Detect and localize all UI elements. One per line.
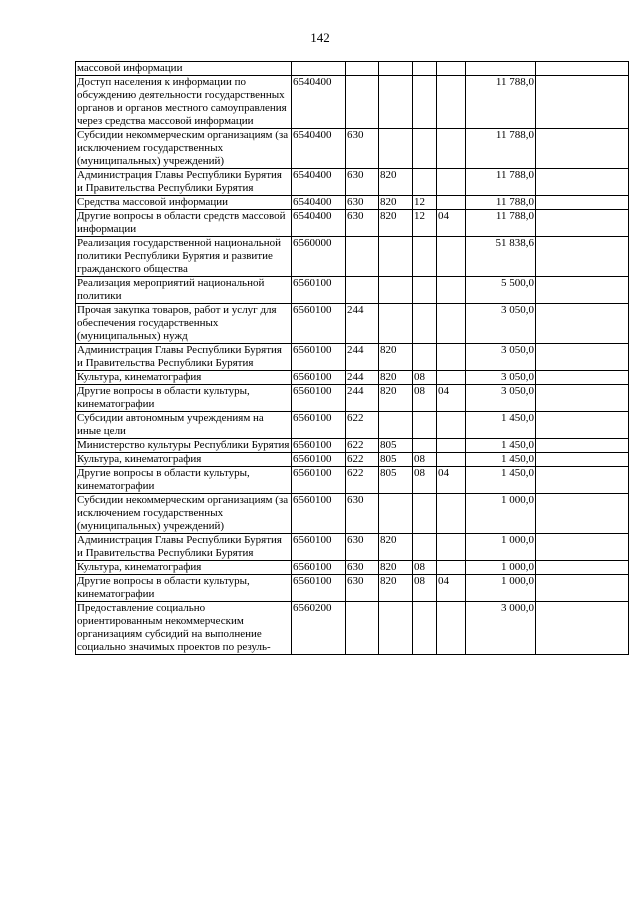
table-row xyxy=(76,344,629,371)
section-code xyxy=(413,412,437,439)
subsection-code xyxy=(437,196,466,210)
department-code: 820 xyxy=(379,196,413,210)
table-row xyxy=(76,412,629,439)
table-row xyxy=(76,561,629,575)
target-code: 6560100 xyxy=(292,439,346,453)
subsection-code xyxy=(437,602,466,655)
item-name: массовой информации xyxy=(76,62,292,76)
amount: 1 450,0 xyxy=(466,467,536,494)
extra-column xyxy=(536,561,629,575)
expense-type xyxy=(346,277,379,304)
table-row xyxy=(76,371,629,385)
extra-column xyxy=(536,344,629,371)
amount: 3 050,0 xyxy=(466,385,536,412)
extra-column xyxy=(536,467,629,494)
subsection-code xyxy=(437,371,466,385)
expense-type: 630 xyxy=(346,561,379,575)
subsection-code xyxy=(437,237,466,277)
item-name: Культура, кинематография xyxy=(76,371,292,385)
subsection-code xyxy=(437,169,466,196)
subsection-code xyxy=(437,277,466,304)
item-name: Другие вопросы в области культуры, кинематографии xyxy=(76,467,292,494)
section-code: 08 xyxy=(413,453,437,467)
amount: 3 050,0 xyxy=(466,371,536,385)
amount: 11 788,0 xyxy=(466,196,536,210)
expense-type: 630 xyxy=(346,129,379,169)
expense-type xyxy=(346,76,379,129)
subsection-code xyxy=(437,534,466,561)
amount: 11 788,0 xyxy=(466,210,536,237)
section-code: 08 xyxy=(413,371,437,385)
table-row xyxy=(76,210,629,237)
amount: 51 838,6 xyxy=(466,237,536,277)
department-code xyxy=(379,602,413,655)
expense-type xyxy=(346,237,379,277)
department-code xyxy=(379,277,413,304)
department-code xyxy=(379,304,413,344)
table-row xyxy=(76,129,629,169)
extra-column xyxy=(536,412,629,439)
table-row xyxy=(76,277,629,304)
target-code: 6540400 xyxy=(292,169,346,196)
target-code: 6560100 xyxy=(292,467,346,494)
target-code: 6560100 xyxy=(292,371,346,385)
section-code: 12 xyxy=(413,196,437,210)
extra-column xyxy=(536,304,629,344)
expense-type xyxy=(346,602,379,655)
target-code xyxy=(292,62,346,76)
table-row xyxy=(76,439,629,453)
section-code xyxy=(413,534,437,561)
table-row xyxy=(76,602,629,655)
table-row xyxy=(76,385,629,412)
target-code: 6560100 xyxy=(292,277,346,304)
item-name: Министерство культуры Республики Бурятия xyxy=(76,439,292,453)
table-row xyxy=(76,494,629,534)
target-code: 6540400 xyxy=(292,76,346,129)
expense-type: 622 xyxy=(346,467,379,494)
department-code xyxy=(379,129,413,169)
section-code xyxy=(413,62,437,76)
item-name: Культура, кинематография xyxy=(76,561,292,575)
item-name: Другие вопросы в области культуры, кинематографии xyxy=(76,385,292,412)
item-name: Другие вопросы в области культуры, кинематографии xyxy=(76,575,292,602)
extra-column xyxy=(536,129,629,169)
department-code: 805 xyxy=(379,467,413,494)
department-code xyxy=(379,237,413,277)
expense-type: 622 xyxy=(346,412,379,439)
subsection-code xyxy=(437,494,466,534)
section-code: 08 xyxy=(413,561,437,575)
item-name: Субсидии некоммерческим организациям (за исключением государственных (муниципальных) учреждений) xyxy=(76,129,292,169)
amount: 1 450,0 xyxy=(466,412,536,439)
item-name: Субсидии некоммерческим организациям (за исключением государственных (муниципальных) учреждений) xyxy=(76,494,292,534)
section-code xyxy=(413,494,437,534)
target-code: 6540400 xyxy=(292,210,346,237)
target-code: 6560100 xyxy=(292,453,346,467)
department-code: 805 xyxy=(379,439,413,453)
extra-column xyxy=(536,494,629,534)
amount: 1 000,0 xyxy=(466,561,536,575)
department-code xyxy=(379,76,413,129)
amount: 1 000,0 xyxy=(466,534,536,561)
expense-type: 630 xyxy=(346,196,379,210)
section-code: 08 xyxy=(413,385,437,412)
section-code: 08 xyxy=(413,575,437,602)
table-row xyxy=(76,62,629,76)
section-code xyxy=(413,237,437,277)
amount: 1 450,0 xyxy=(466,453,536,467)
expense-type: 630 xyxy=(346,534,379,561)
amount: 3 000,0 xyxy=(466,602,536,655)
extra-column xyxy=(536,196,629,210)
extra-column xyxy=(536,385,629,412)
target-code: 6560100 xyxy=(292,561,346,575)
section-code xyxy=(413,76,437,129)
target-code: 6560000 xyxy=(292,237,346,277)
target-code: 6560100 xyxy=(292,385,346,412)
subsection-code xyxy=(437,561,466,575)
item-name: Субсидии автономным учреждениям на иные цели xyxy=(76,412,292,439)
item-name: Доступ населения к информации по обсуждению деятельности государственных органов и органов местного самоуправления через средства массовой информации xyxy=(76,76,292,129)
subsection-code xyxy=(437,304,466,344)
target-code: 6540400 xyxy=(292,196,346,210)
item-name: Администрация Главы Республики Бурятия и Правительства Республики Бурятия xyxy=(76,344,292,371)
department-code: 820 xyxy=(379,344,413,371)
target-code: 6560100 xyxy=(292,304,346,344)
target-code: 6560100 xyxy=(292,494,346,534)
subsection-code xyxy=(437,439,466,453)
expense-type: 244 xyxy=(346,304,379,344)
extra-column xyxy=(536,453,629,467)
subsection-code xyxy=(437,412,466,439)
expense-type: 244 xyxy=(346,385,379,412)
table-row xyxy=(76,534,629,561)
amount: 1 450,0 xyxy=(466,439,536,453)
expense-type: 622 xyxy=(346,439,379,453)
extra-column xyxy=(536,277,629,304)
item-name: Администрация Главы Республики Бурятия и Правительства Республики Бурятия xyxy=(76,169,292,196)
department-code: 805 xyxy=(379,453,413,467)
expense-type xyxy=(346,62,379,76)
amount: 11 788,0 xyxy=(466,76,536,129)
budget-table-body xyxy=(76,62,629,655)
amount: 11 788,0 xyxy=(466,129,536,169)
subsection-code xyxy=(437,344,466,371)
amount: 3 050,0 xyxy=(466,304,536,344)
target-code: 6560100 xyxy=(292,344,346,371)
department-code: 820 xyxy=(379,385,413,412)
expense-type: 244 xyxy=(346,371,379,385)
expense-type: 630 xyxy=(346,169,379,196)
table-row xyxy=(76,237,629,277)
section-code xyxy=(413,602,437,655)
department-code xyxy=(379,62,413,76)
item-name: Реализация мероприятий национальной политики xyxy=(76,277,292,304)
target-code: 6560100 xyxy=(292,575,346,602)
section-code xyxy=(413,304,437,344)
subsection-code: 04 xyxy=(437,385,466,412)
expense-type: 244 xyxy=(346,344,379,371)
department-code: 820 xyxy=(379,534,413,561)
item-name: Культура, кинематография xyxy=(76,453,292,467)
subsection-code xyxy=(437,129,466,169)
section-code xyxy=(413,169,437,196)
table-row xyxy=(76,575,629,602)
target-code: 6560100 xyxy=(292,534,346,561)
extra-column xyxy=(536,439,629,453)
section-code: 12 xyxy=(413,210,437,237)
expense-type: 630 xyxy=(346,494,379,534)
item-name: Другие вопросы в области средств массовой информации xyxy=(76,210,292,237)
extra-column xyxy=(536,371,629,385)
extra-column xyxy=(536,76,629,129)
extra-column xyxy=(536,210,629,237)
department-code: 820 xyxy=(379,210,413,237)
page-number: 142 xyxy=(310,30,330,45)
section-code: 08 xyxy=(413,467,437,494)
item-name: Средства массовой информации xyxy=(76,196,292,210)
extra-column xyxy=(536,237,629,277)
expense-type: 630 xyxy=(346,575,379,602)
extra-column xyxy=(536,534,629,561)
target-code: 6560200 xyxy=(292,602,346,655)
target-code: 6560100 xyxy=(292,412,346,439)
department-code xyxy=(379,412,413,439)
item-name: Предоставление социально ориентированным некоммерческим организациям субсидий на выполнение социально значимых проектов по резуль- xyxy=(76,602,292,655)
table-row xyxy=(76,304,629,344)
item-name: Прочая закупка товаров, работ и услуг для обеспечения государственных (муниципальных) нужд xyxy=(76,304,292,344)
subsection-code: 04 xyxy=(437,575,466,602)
extra-column xyxy=(536,575,629,602)
amount: 1 000,0 xyxy=(466,494,536,534)
section-code xyxy=(413,129,437,169)
subsection-code xyxy=(437,76,466,129)
budget-table xyxy=(75,61,629,655)
extra-column xyxy=(536,169,629,196)
department-code: 820 xyxy=(379,169,413,196)
department-code xyxy=(379,494,413,534)
subsection-code: 04 xyxy=(437,467,466,494)
department-code: 820 xyxy=(379,561,413,575)
expense-type: 622 xyxy=(346,453,379,467)
subsection-code xyxy=(437,62,466,76)
amount: 11 788,0 xyxy=(466,169,536,196)
amount: 5 500,0 xyxy=(466,277,536,304)
amount xyxy=(466,62,536,76)
subsection-code xyxy=(437,453,466,467)
amount: 3 050,0 xyxy=(466,344,536,371)
table-row xyxy=(76,467,629,494)
subsection-code: 04 xyxy=(437,210,466,237)
department-code: 820 xyxy=(379,575,413,602)
expense-type: 630 xyxy=(346,210,379,237)
amount: 1 000,0 xyxy=(466,575,536,602)
table-row xyxy=(76,76,629,129)
section-code xyxy=(413,344,437,371)
item-name: Администрация Главы Республики Бурятия и Правительства Республики Бурятия xyxy=(76,534,292,561)
table-row xyxy=(76,169,629,196)
department-code: 820 xyxy=(379,371,413,385)
extra-column xyxy=(536,602,629,655)
item-name: Реализация государственной национальной политики Республики Бурятия и развитие гражданского общества xyxy=(76,237,292,277)
extra-column xyxy=(536,62,629,76)
section-code xyxy=(413,277,437,304)
section-code xyxy=(413,439,437,453)
table-row xyxy=(76,453,629,467)
table-row xyxy=(76,196,629,210)
target-code: 6540400 xyxy=(292,129,346,169)
